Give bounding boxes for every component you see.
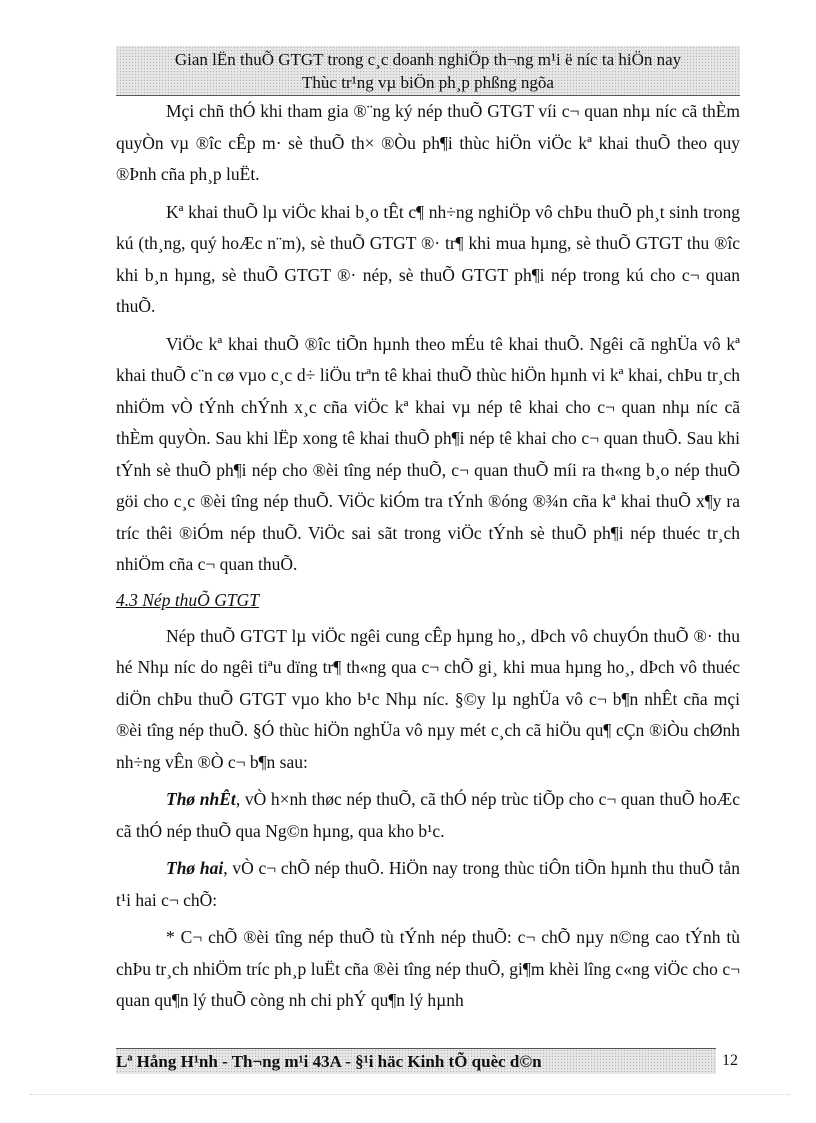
- running-footer: [116, 1048, 716, 1074]
- page-number: 12: [722, 1052, 738, 1069]
- paragraph-2: Kª khai thuÕ lµ viÖc khai b¸o tÊt c¶ nh÷ng nghiÖp vô chÞu thuÕ ph¸t sinh trong kú (th¸ng, quý hoÆc n¨m), sè thuÕ GTGT ®· tr¶ khi mua hµng, sè thuÕ GTGT thu ®îc khi b¸n hµng, sè thuÕ GTGT ®· nép, sè thuÕ GTGT ph¶i nép trong kú cho c¬ quan thuÕ.: [116, 201, 740, 316]
- lead-second: Thø hai: [166, 858, 224, 878]
- paragraph-7: * C¬ chÕ ®èi tîng nép thuÕ tù tÝnh nép thuÕ: c¬ chÕ nµy n©ng cao tÝnh tù chÞu tr¸ch nhiÖm tríc ph¸p luËt cña ®èi tîng nép thuÕ, gi¶m khèi lîng c«ng viÖc cho c¬ quan qu¶n lý thuÕ còng nh chi phÝ qu¶n lý hµnh: [116, 927, 740, 1010]
- header-subtitle: Thùc tr¹ng vµ biÖn ph¸p phßng ngõa: [302, 73, 554, 92]
- document-body: [116, 96, 740, 1017]
- lead-first: Thø nhÊt: [166, 789, 236, 809]
- paragraph-4: Nép thuÕ GTGT lµ viÖc ngêi cung cÊp hµng ho¸, dÞch vô chuyÓn thuÕ ®· thu hé Nhµ níc do ngêi tiªu dïng tr¶ th«ng qua c¬ chÕ gi¸ khi mua hµng ho¸, dÞch vô thuéc diÖn chÞu thuÕ GTGT vµo kho b¹c Nhµ níc. §©y lµ nghÜa vô c¬ b¶n nhÊt cña mçi ®èi tîng nép thuÕ. §Ó thùc hiÖn nghÜa vô nµy mét c¸ch cã hiÖu qu¶ cÇn ®iÒu chØnh nh÷ng vÊn ®Ò c¬ b¶n sau:: [116, 625, 740, 772]
- footer-author: Lª Hång H¹nh - Th¬ng m¹i 43A - §¹i häc Kinh tÕ quèc d©n: [116, 1052, 542, 1071]
- paragraph-3: ViÖc kª khai thuÕ ®îc tiÕn hµnh theo mÉu tê khai thuÕ. Ngêi cã nghÜa vô kª khai thuÕ c¨n cø vµo c¸c d÷ liÖu trªn tê khai thuÕ thùc hiÖn hµnh vi kª khai, chÞu tr¸ch nhiÖm vÒ tÝnh chÝnh x¸c cña viÖc kª khai vµ nép tê khai cho c¬ quan nhµ níc cã thÈm quyÒn. Sau khi lËp xong tê khai thuÕ ph¶i nép tê khai cho c¬ quan thuÕ. Sau khi tÝnh sè thuÕ ph¶i nép cho ®èi tîng nép thuÕ, c¬ quan thuÕ míi ra th«ng b¸o nép thuÕ göi cho c¸c ®èi tîng nép thuÕ. ViÖc kiÓm tra tÝnh ®óng ®¾n cña kª khai thuÕ x¶y ra tríc thêi ®iÓm nép thuÕ. ViÖc sai sãt trong viÖc tÝnh sè thuÕ ph¶i nép thuéc tr¸ch nhiÖm cña c¬ quan thuÕ.: [116, 333, 740, 574]
- paragraph-1: Mçi chñ thÓ khi tham gia ®¨ng ký nép thuÕ GTGT víi c¬ quan nhµ níc cã thÈm quyÒn vµ ®îc cÊp m· sè thuÕ th× ®Òu ph¶i thùc hiÖn viÖc kª khai thuÕ theo quy ®Þnh cña ph¸p luËt.: [116, 101, 740, 184]
- page-bottom-divider: [30, 1094, 790, 1095]
- header-title: Gian lËn thuÕ GTGT trong c¸c doanh nghiÖp th¬ng m¹i ë níc ta hiÖn nay: [174, 50, 682, 69]
- paragraph-5-text: , vÒ h×nh thøc nép thuÕ, cã thÓ nép trùc tiÕp cho c¬ quan thuÕ hoÆc cã thÓ nép thuÕ qua Ng©n hµng, qua kho b¹c.: [116, 789, 740, 841]
- paragraph-5: [116, 784, 740, 847]
- paragraph-6-text: , vÒ c¬ chÕ nép thuÕ. HiÖn nay trong thùc tiÔn tiÕn hµnh thu thuÕ tån t¹i hai c¬ chÕ:: [116, 858, 740, 910]
- paragraph-6: [116, 853, 740, 916]
- running-header: [116, 46, 740, 96]
- section-heading: 4.3 Nép thuÕ GTGT: [116, 589, 259, 610]
